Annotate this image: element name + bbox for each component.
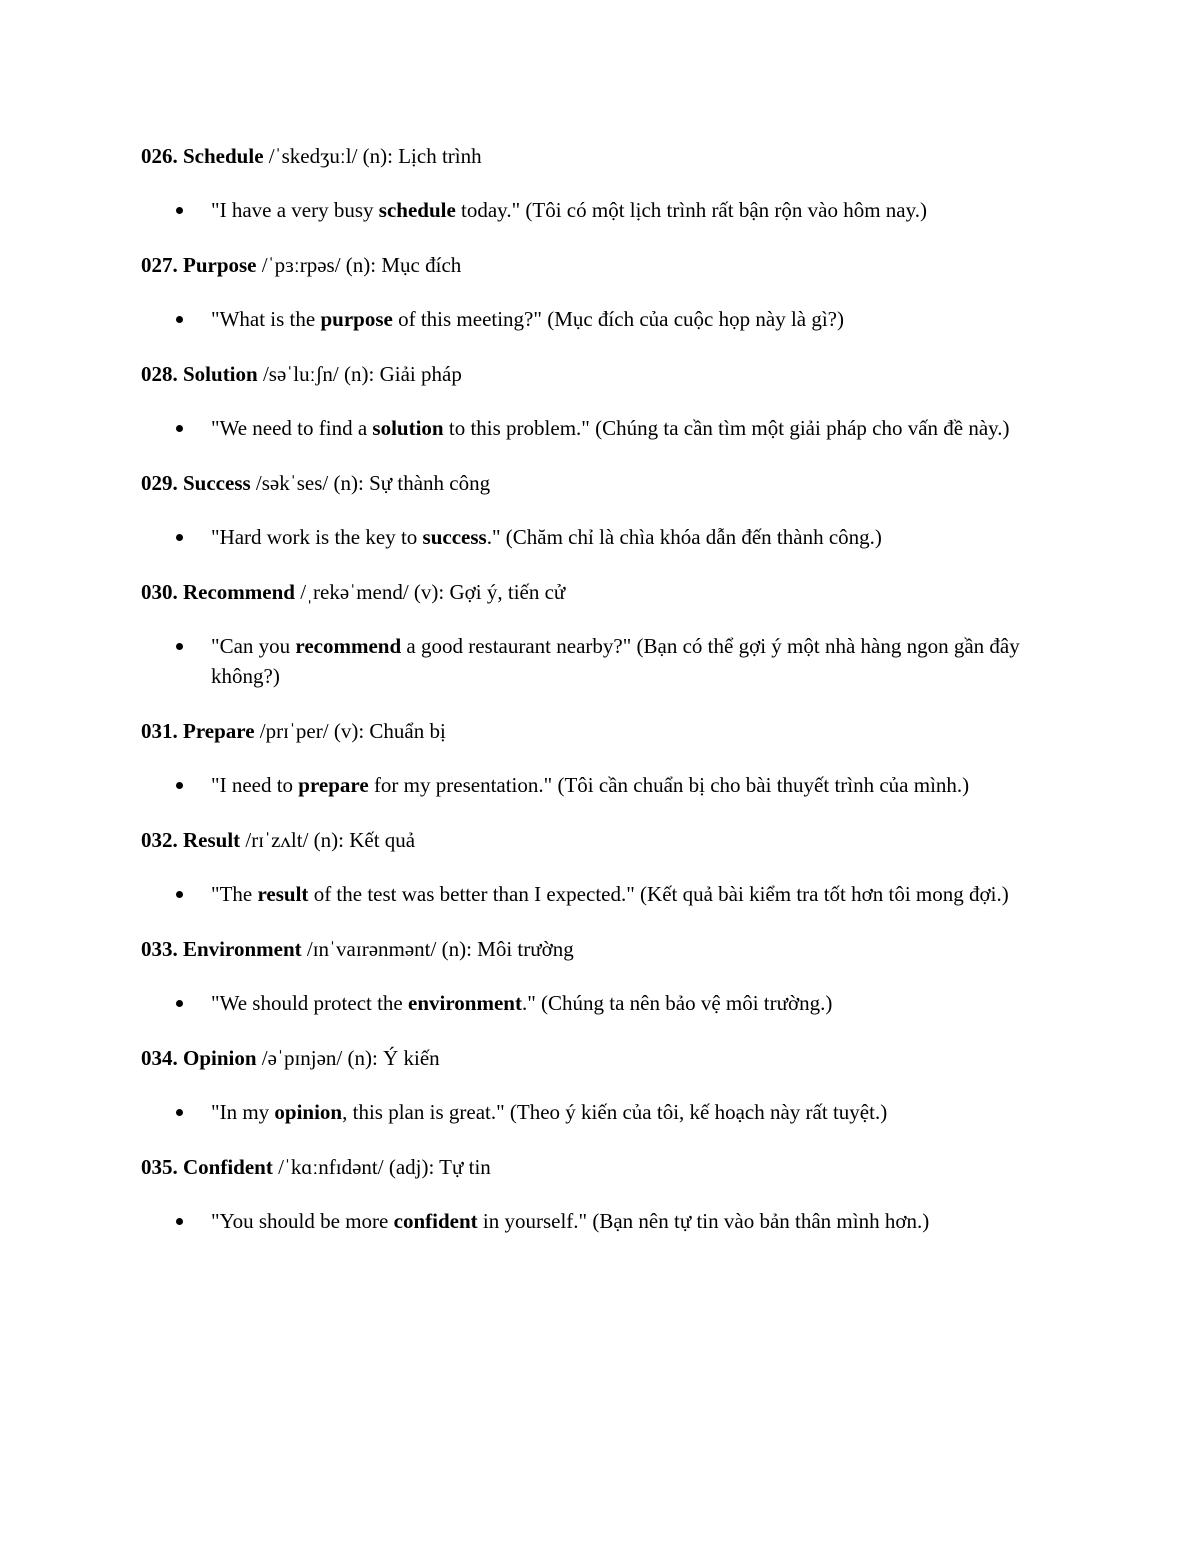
entry-heading: [141, 577, 1066, 607]
entry-number: 027.: [141, 253, 178, 277]
example-sentence: "Hard work is the key to success." (Chăm chỉ là chìa khóa dẫn đến thành công.): [141, 522, 1066, 552]
example-list: [141, 631, 1066, 691]
entry-heading: [141, 934, 1066, 964]
example-sentence: "The result of the test was better than I expected." (Kết quả bài kiểm tra tốt hơn tôi mong đợi.): [141, 879, 1066, 909]
vocab-entry: [141, 1152, 1066, 1236]
example-list: [141, 988, 1066, 1018]
example-list: [141, 879, 1066, 909]
entry-word: Success: [183, 471, 251, 495]
example-sentence: "Can you recommend a good restaurant nearby?" (Bạn có thể gợi ý một nhà hàng ngon gần đây không?): [141, 631, 1066, 691]
vocab-entry: [141, 934, 1066, 1018]
entry-number: 030.: [141, 580, 178, 604]
example-list: [141, 770, 1066, 800]
example-keyword: environment: [408, 991, 522, 1015]
bullet-icon: [176, 891, 183, 898]
entry-word: Solution: [183, 362, 258, 386]
vocab-entry: [141, 577, 1066, 691]
bullet-icon: [176, 534, 183, 541]
entry-pronunciation-meaning: /əˈpɪnjən/ (n): Ý kiến: [256, 1046, 440, 1070]
entry-pronunciation-meaning: /səkˈses/ (n): Sự thành công: [250, 471, 491, 495]
example-keyword: success: [422, 525, 487, 549]
entry-pronunciation-meaning: /ɪnˈvaɪrənmənt/ (n): Môi trường: [301, 937, 574, 961]
entry-word: Environment: [183, 937, 302, 961]
example-sentence: "I have a very busy schedule today." (Tôi có một lịch trình rất bận rộn vào hôm nay.): [141, 195, 1066, 225]
example-list: [141, 1206, 1066, 1236]
example-keyword: recommend: [295, 634, 402, 658]
example-keyword: prepare: [298, 773, 369, 797]
entry-number: 028.: [141, 362, 178, 386]
vocab-entry: [141, 359, 1066, 443]
vocab-entry: [141, 468, 1066, 552]
entry-number: 029.: [141, 471, 178, 495]
entry-pronunciation-meaning: /ˌrekəˈmend/ (v): Gợi ý, tiến cử: [294, 580, 566, 604]
example-list: [141, 413, 1066, 443]
entry-pronunciation-meaning: /rɪˈzʌlt/ (n): Kết quả: [240, 828, 416, 852]
entry-heading: [141, 250, 1066, 280]
example-sentence: "In my opinion, this plan is great." (Theo ý kiến của tôi, kế hoạch này rất tuyệt.): [141, 1097, 1066, 1127]
example-list: [141, 195, 1066, 225]
vocabulary-page: [141, 141, 1066, 1261]
example-list: [141, 304, 1066, 334]
vocab-entry: [141, 825, 1066, 909]
bullet-icon: [176, 425, 183, 432]
vocab-entry: [141, 716, 1066, 800]
bullet-icon: [176, 1000, 183, 1007]
entry-word: Prepare: [183, 719, 255, 743]
vocab-entry: [141, 250, 1066, 334]
entry-heading: [141, 1043, 1066, 1073]
entry-heading: [141, 1152, 1066, 1182]
example-sentence: "You should be more confident in yourself." (Bạn nên tự tin vào bản thân mình hơn.): [141, 1206, 1066, 1236]
entry-number: 031.: [141, 719, 178, 743]
entry-word: Confident: [183, 1155, 273, 1179]
example-sentence: "We need to find a solution to this problem." (Chúng ta cần tìm một giải pháp cho vấn đề này.): [141, 413, 1066, 443]
entry-heading: [141, 359, 1066, 389]
entry-pronunciation-meaning: /ˈkɑːnfɪdənt/ (adj): Tự tin: [272, 1155, 491, 1179]
example-keyword: opinion: [274, 1100, 343, 1124]
example-keyword: solution: [372, 416, 444, 440]
entry-number: 033.: [141, 937, 178, 961]
entry-word: Opinion: [183, 1046, 257, 1070]
entry-heading: [141, 468, 1066, 498]
entry-heading: [141, 141, 1066, 171]
entry-heading: [141, 716, 1066, 746]
entry-word: Purpose: [183, 253, 257, 277]
bullet-icon: [176, 1109, 183, 1116]
entry-pronunciation-meaning: /prɪˈper/ (v): Chuẩn bị: [254, 719, 446, 743]
example-sentence: "We should protect the environment." (Chúng ta nên bảo vệ môi trường.): [141, 988, 1066, 1018]
example-sentence: "I need to prepare for my presentation." (Tôi cần chuẩn bị cho bài thuyết trình của mình.): [141, 770, 1066, 800]
bullet-icon: [176, 782, 183, 789]
entry-word: Schedule: [183, 144, 264, 168]
entry-number: 035.: [141, 1155, 178, 1179]
entry-pronunciation-meaning: /səˈluːʃn/ (n): Giải pháp: [257, 362, 462, 386]
bullet-icon: [176, 316, 183, 323]
bullet-icon: [176, 207, 183, 214]
entry-word: Result: [183, 828, 241, 852]
entry-word: Recommend: [183, 580, 295, 604]
entry-heading: [141, 825, 1066, 855]
example-sentence: "What is the purpose of this meeting?" (Mục đích của cuộc họp này là gì?): [141, 304, 1066, 334]
vocab-entry: [141, 1043, 1066, 1127]
example-keyword: purpose: [320, 307, 393, 331]
example-list: [141, 1097, 1066, 1127]
bullet-icon: [176, 643, 183, 650]
bullet-icon: [176, 1218, 183, 1225]
example-keyword: confident: [393, 1209, 478, 1233]
entry-number: 032.: [141, 828, 178, 852]
example-keyword: result: [257, 882, 309, 906]
entry-pronunciation-meaning: /ˈpɜːrpəs/ (n): Mục đích: [256, 253, 462, 277]
entry-pronunciation-meaning: /ˈskedʒuːl/ (n): Lịch trình: [263, 144, 482, 168]
entry-number: 026.: [141, 144, 178, 168]
example-list: [141, 522, 1066, 552]
vocab-entry: [141, 141, 1066, 225]
example-keyword: schedule: [378, 198, 456, 222]
entry-number: 034.: [141, 1046, 178, 1070]
